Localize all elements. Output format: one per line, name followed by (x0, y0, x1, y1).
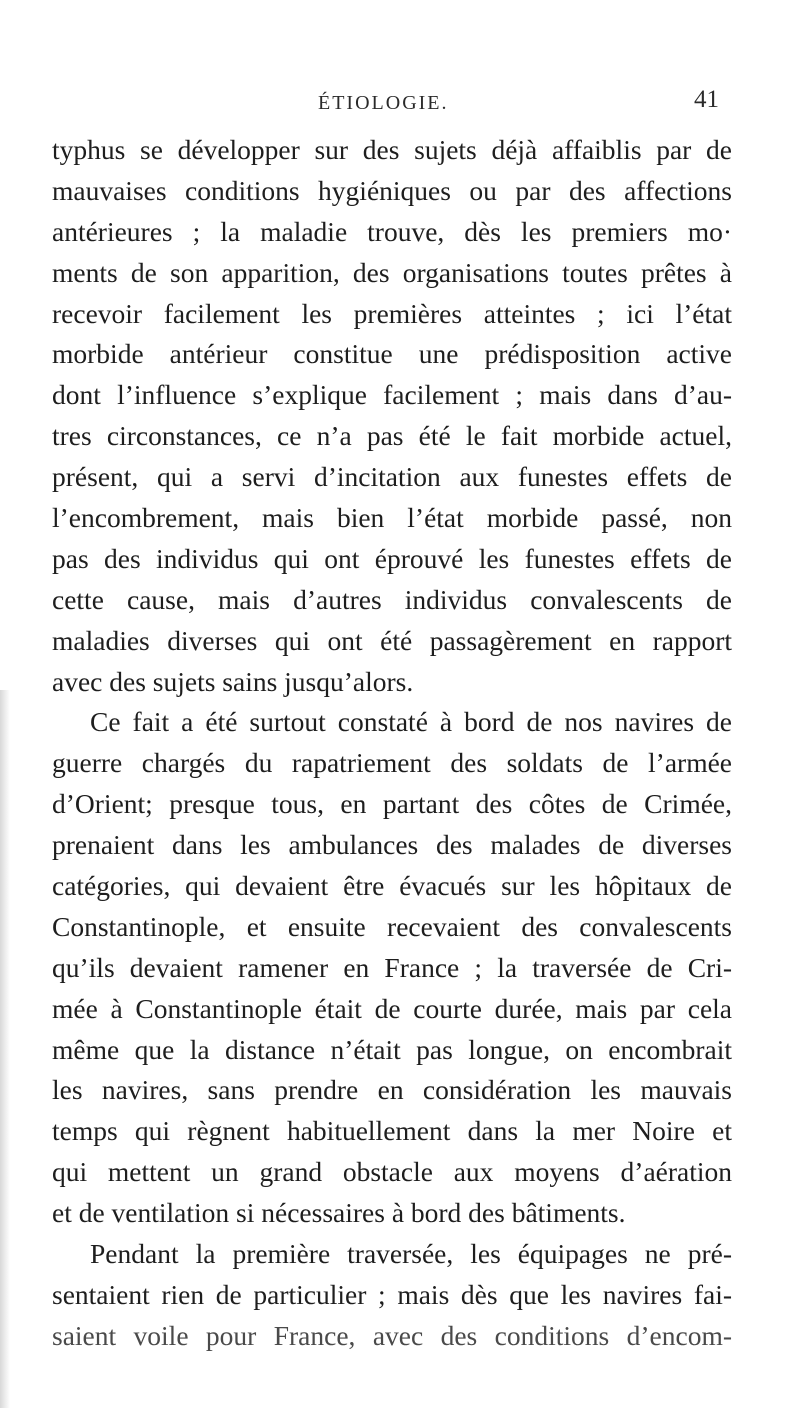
text-line: maladies diverses qui ont été passagèrement en rapport (52, 624, 732, 656)
text-line: typhus se développer sur des sujets déjà affaiblis par de (52, 134, 732, 165)
text-line-faded: saient voile pour France, avec des conditions d’encom- (52, 1319, 732, 1351)
paragraph-end-line: et de ventilation si nécessaires à bord des bâtiments. (52, 1197, 626, 1229)
paragraph-start-line: Ce fait a été surtout constaté à bord de nos navires de (90, 706, 732, 738)
text-line: ments de son apparition, des organisations toutes prêtes à (52, 256, 732, 288)
running-title: ÉTIOLOGIE. (318, 92, 449, 114)
paragraph-start-line: Pendant la première traversée, les équipages ne pré- (90, 1238, 732, 1270)
text-line: guerre chargés du rapatriement des soldats de l’armée (52, 747, 732, 779)
text-line: antérieures ; la maladie trouve, dès les premiers mo· (52, 215, 732, 247)
paragraph-end-line: avec des sujets sains jusqu’alors. (52, 665, 414, 697)
text-line: tres circonstances, ce n’a pas été le fait morbide actuel, (52, 420, 732, 452)
page-number: 41 (694, 86, 719, 113)
text-line: catégories, qui devaient être évacués sur les hôpitaux de (52, 870, 732, 902)
text-line: dont l’influence s’explique facilement ; mais dans d’au- (52, 379, 732, 411)
text-line: sentaient rien de particulier ; mais dès que les navires fai- (52, 1278, 732, 1310)
text-line: qu’ils devaient ramener en France ; la traversée de Cri- (52, 951, 732, 983)
text-line: cette cause, mais d’autres individus convalescents de (52, 583, 732, 615)
text-line: prenaient dans les ambulances des malades de diverses (52, 829, 732, 861)
text-line: recevoir facilement les premières atteintes ; ici l’état (52, 297, 732, 329)
page-header (0, 86, 800, 116)
text-line: présent, qui a servi d’incitation aux funestes effets de (52, 461, 732, 493)
text-line: pas des individus qui ont éprouvé les funestes effets de (52, 542, 732, 574)
text-line: mauvaises conditions hygiéniques ou par des affections (52, 174, 732, 206)
text-line: d’Orient; presque tous, en partant des côtes de Crimée, (52, 788, 732, 820)
text-line: qui mettent un grand obstacle aux moyens d’aération (52, 1156, 732, 1188)
text-line: même que la distance n’était pas longue, on encombrait (52, 1033, 732, 1065)
text-line: mée à Constantinople était de courte durée, mais par cela (52, 992, 732, 1024)
text-line: temps qui règnent habituellement dans la mer Noire et (52, 1115, 732, 1147)
text-line: l’encombrement, mais bien l’état morbide passé, non (52, 502, 732, 534)
page-edge-shadow (0, 690, 10, 1408)
text-line: Constantinople, et ensuite recevaient des convalescents (52, 910, 732, 942)
text-line: les navires, sans prendre en considération les mauvais (52, 1074, 732, 1106)
body-text (52, 130, 732, 1357)
text-line: morbide antérieur constitue une prédisposition active (52, 338, 732, 370)
